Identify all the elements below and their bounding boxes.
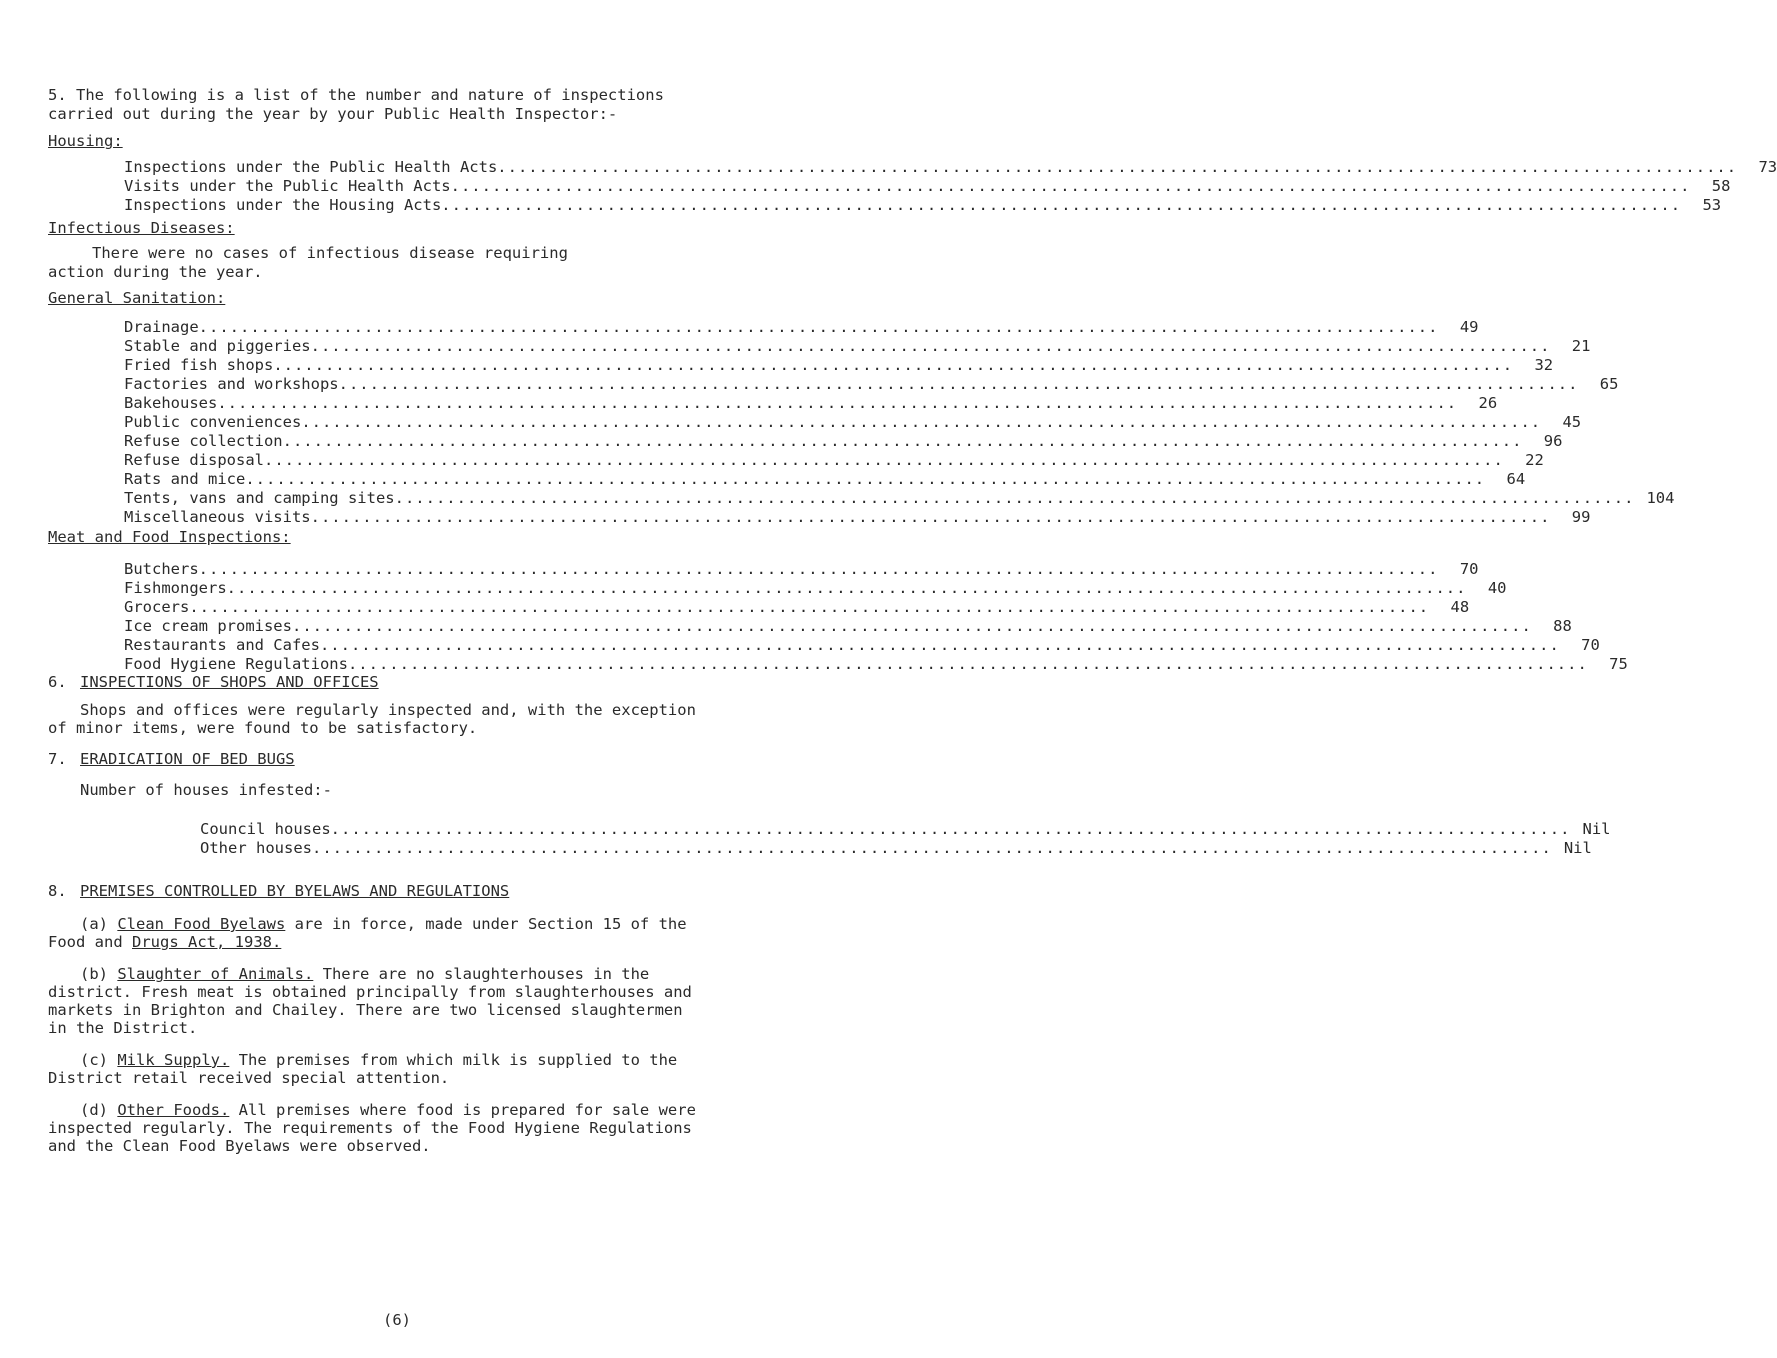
page-number: (6) xyxy=(383,1311,411,1329)
section8-a-line-2 xyxy=(48,933,281,951)
bedbug-item-value: Nil xyxy=(1563,839,1592,857)
dot-leader: ........................................................................................................................ xyxy=(226,579,1467,597)
sanitation-item-value: 32 xyxy=(1534,356,1554,374)
meat-item-value: 70 xyxy=(1459,560,1479,578)
dot-leader: ........................................................................................................................ xyxy=(347,655,1588,673)
sanitation-item-label: Factories and workshops xyxy=(124,375,339,393)
bedbug-item-label: Council houses xyxy=(200,820,331,838)
section8-a-title: Clean Food Byelaws xyxy=(117,915,286,933)
section8-b-mark: (b) xyxy=(80,965,108,983)
section8-c-title: Milk Supply. xyxy=(117,1051,230,1069)
section8-d-line-2: inspected regularly. The requirements of the Food Hygiene Regulations xyxy=(48,1119,692,1137)
intro-line-1: 5. The following is a list of the number and nature of inspections xyxy=(48,86,664,104)
dot-leader: ........................................................................................................................ xyxy=(310,337,1551,355)
housing-item-label: Inspections under the Public Health Acts xyxy=(124,158,498,176)
sanitation-item-value: 26 xyxy=(1478,394,1498,412)
dot-leader: ........................................................................................................................ xyxy=(189,598,1430,616)
section8-d-mark: (d) xyxy=(80,1101,108,1119)
section8-d-rest: All premises where food is prepared for sale were xyxy=(229,1101,696,1119)
sanitation-item-value: 22 xyxy=(1525,451,1544,469)
section6-line-2: of minor items, were found to be satisfactory. xyxy=(48,719,478,737)
section8-b-title: Slaughter of Animals. xyxy=(117,965,314,983)
dot-leader: ........................................................................................................................ xyxy=(330,820,1571,838)
section8-a-rest2: Food and xyxy=(48,933,132,951)
section6-heading: INSPECTIONS OF SHOPS AND OFFICES xyxy=(80,673,379,691)
meat-item xyxy=(124,617,1572,635)
sanitation-item xyxy=(124,394,1498,412)
sanitation-item-label: Refuse collection xyxy=(124,432,283,450)
sanitation-item xyxy=(124,489,1675,507)
dot-leader: ........................................................................................................................ xyxy=(310,508,1551,526)
sanitation-item-label: Bakehouses xyxy=(124,394,218,412)
sanitation-item-label: Refuse disposal xyxy=(124,451,264,469)
sanitation-item-label: Fried fish shops xyxy=(124,356,274,374)
dot-leader: ........................................................................................................................ xyxy=(394,489,1635,507)
dot-leader: ........................................................................................................................ xyxy=(273,356,1514,374)
sanitation-item-value: 99 xyxy=(1571,508,1591,526)
sanitation-item-value: 49 xyxy=(1459,318,1479,336)
sanitation-item-value: 45 xyxy=(1562,413,1582,431)
section8-b-rest: There are no slaughterhouses in the xyxy=(313,965,650,983)
meat-item-label: Grocers xyxy=(124,598,190,616)
sanitation-item xyxy=(124,318,1479,336)
meat-item-label: Fishmongers xyxy=(124,579,227,597)
dot-leader: ........................................................................................................................ xyxy=(441,196,1682,214)
meat-item-label: Food Hygiene Regulations xyxy=(124,655,348,673)
section6-number: 6. xyxy=(48,673,67,691)
intro-line-2: carried out during the year by your Public Health Inspector:- xyxy=(48,105,618,123)
meat-item-value: 75 xyxy=(1609,655,1628,673)
infectious-heading: Infectious Diseases: xyxy=(48,219,235,237)
meat-heading: Meat and Food Inspections: xyxy=(48,528,291,546)
section8-d-title: Other Foods. xyxy=(117,1101,230,1119)
sanitation-item-label: Tents, vans and camping sites xyxy=(124,489,395,507)
sanitation-item-label: Drainage xyxy=(124,318,199,336)
housing-item-value: 53 xyxy=(1702,196,1722,214)
housing-item-value: 73 xyxy=(1758,158,1777,176)
housing-item xyxy=(124,196,1722,214)
sanitation-item-value: 64 xyxy=(1506,470,1526,488)
meat-item xyxy=(124,598,1470,616)
section8-d-line-3: and the Clean Food Byelaws were observed. xyxy=(48,1137,431,1155)
section6-line-1: Shops and offices were regularly inspected and, with the exception xyxy=(80,701,696,719)
sanitation-heading: General Sanitation: xyxy=(48,289,226,307)
section8-b-line-1 xyxy=(80,965,649,983)
dot-leader: ........................................................................................................................ xyxy=(282,432,1523,450)
section7-heading: ERADICATION OF BED BUGS xyxy=(80,750,295,768)
bedbug-item-label: Other houses xyxy=(200,839,312,857)
dot-leader: ........................................................................................................................ xyxy=(338,375,1579,393)
section8-a-mark: (a) xyxy=(80,915,108,933)
section8-b-line-3: markets in Brighton and Chailey. There are two licensed slaughtermen xyxy=(48,1001,683,1019)
housing-heading: Housing: xyxy=(48,132,123,150)
meat-item xyxy=(124,655,1628,673)
sanitation-item-label: Stable and piggeries xyxy=(124,337,311,355)
section8-a-act: Drugs Act, 1938. xyxy=(132,933,282,951)
sanitation-item xyxy=(124,337,1591,355)
meat-item xyxy=(124,560,1479,578)
infectious-line-1: There were no cases of infectious disease requiring xyxy=(92,244,568,262)
sanitation-item-value: 96 xyxy=(1543,432,1563,450)
meat-item-value: 40 xyxy=(1487,579,1507,597)
housing-item xyxy=(124,177,1731,195)
section8-c-rest: The premises from which milk is supplied to the xyxy=(229,1051,678,1069)
section8-c-line-2: District retail received special attention. xyxy=(48,1069,450,1087)
section8-c-line-1 xyxy=(80,1051,677,1069)
meat-item-label: Ice cream promises xyxy=(124,617,292,635)
sanitation-item-label: Rats and mice xyxy=(124,470,246,488)
dot-leader: ........................................................................................................................ xyxy=(291,617,1532,635)
sanitation-item xyxy=(124,375,1619,393)
sanitation-item xyxy=(124,432,1563,450)
section7-number: 7. xyxy=(48,750,67,768)
dot-leader: ........................................................................................................................ xyxy=(319,636,1560,654)
sanitation-item xyxy=(124,356,1554,374)
sanitation-item xyxy=(124,470,1526,488)
dot-leader: ........................................................................................................................ xyxy=(497,158,1738,176)
dot-leader: ........................................................................................................................ xyxy=(263,451,1504,469)
section8-number: 8. xyxy=(48,882,67,900)
sanitation-item-label: Miscellaneous visits xyxy=(124,508,311,526)
meat-item-value: 70 xyxy=(1581,636,1600,654)
sanitation-item-label: Public conveniences xyxy=(124,413,302,431)
sanitation-item-value: 21 xyxy=(1571,337,1591,355)
meat-item-value: 48 xyxy=(1450,598,1470,616)
sanitation-item xyxy=(124,413,1582,431)
meat-item-label: Restaurants and Cafes xyxy=(124,636,320,654)
section7-subheading: Number of houses infested:- xyxy=(80,781,332,799)
sanitation-item-value: 104 xyxy=(1646,489,1675,507)
section8-b-line-2: district. Fresh meat is obtained principally from slaughterhouses and xyxy=(48,983,692,1001)
housing-item xyxy=(124,158,1777,176)
meat-item xyxy=(124,579,1507,597)
dot-leader: ........................................................................................................................ xyxy=(245,470,1486,488)
dot-leader: ........................................................................................................................ xyxy=(198,560,1439,578)
bedbug-item xyxy=(200,820,1611,838)
meat-item xyxy=(124,636,1600,654)
section8-c-mark: (c) xyxy=(80,1051,108,1069)
dot-leader: ........................................................................................................................ xyxy=(301,413,1542,431)
housing-item-label: Visits under the Public Health Acts xyxy=(124,177,451,195)
infectious-line-2: action during the year. xyxy=(48,263,263,281)
section8-b-line-4: in the District. xyxy=(48,1019,198,1037)
housing-item-label: Inspections under the Housing Acts xyxy=(124,196,442,214)
sanitation-item xyxy=(124,508,1591,526)
meat-item-label: Butchers xyxy=(124,560,199,578)
housing-item-value: 58 xyxy=(1711,177,1731,195)
dot-leader: ........................................................................................................................ xyxy=(217,394,1458,412)
section8-heading: PREMISES CONTROLLED BY BYELAWS AND REGULATIONS xyxy=(80,882,510,900)
dot-leader: ........................................................................................................................ xyxy=(450,177,1691,195)
section8-a-line-1 xyxy=(80,915,687,933)
meat-item-value: 88 xyxy=(1553,617,1572,635)
section8-d-line-1 xyxy=(80,1101,696,1119)
sanitation-item-value: 65 xyxy=(1599,375,1619,393)
bedbug-item-value: Nil xyxy=(1582,820,1611,838)
sanitation-item xyxy=(124,451,1544,469)
dot-leader: ........................................................................................................................ xyxy=(311,839,1552,857)
bedbug-item xyxy=(200,839,1592,857)
section8-a-rest: are in force, made under Section 15 of the xyxy=(285,915,687,933)
dot-leader: ........................................................................................................................ xyxy=(198,318,1439,336)
